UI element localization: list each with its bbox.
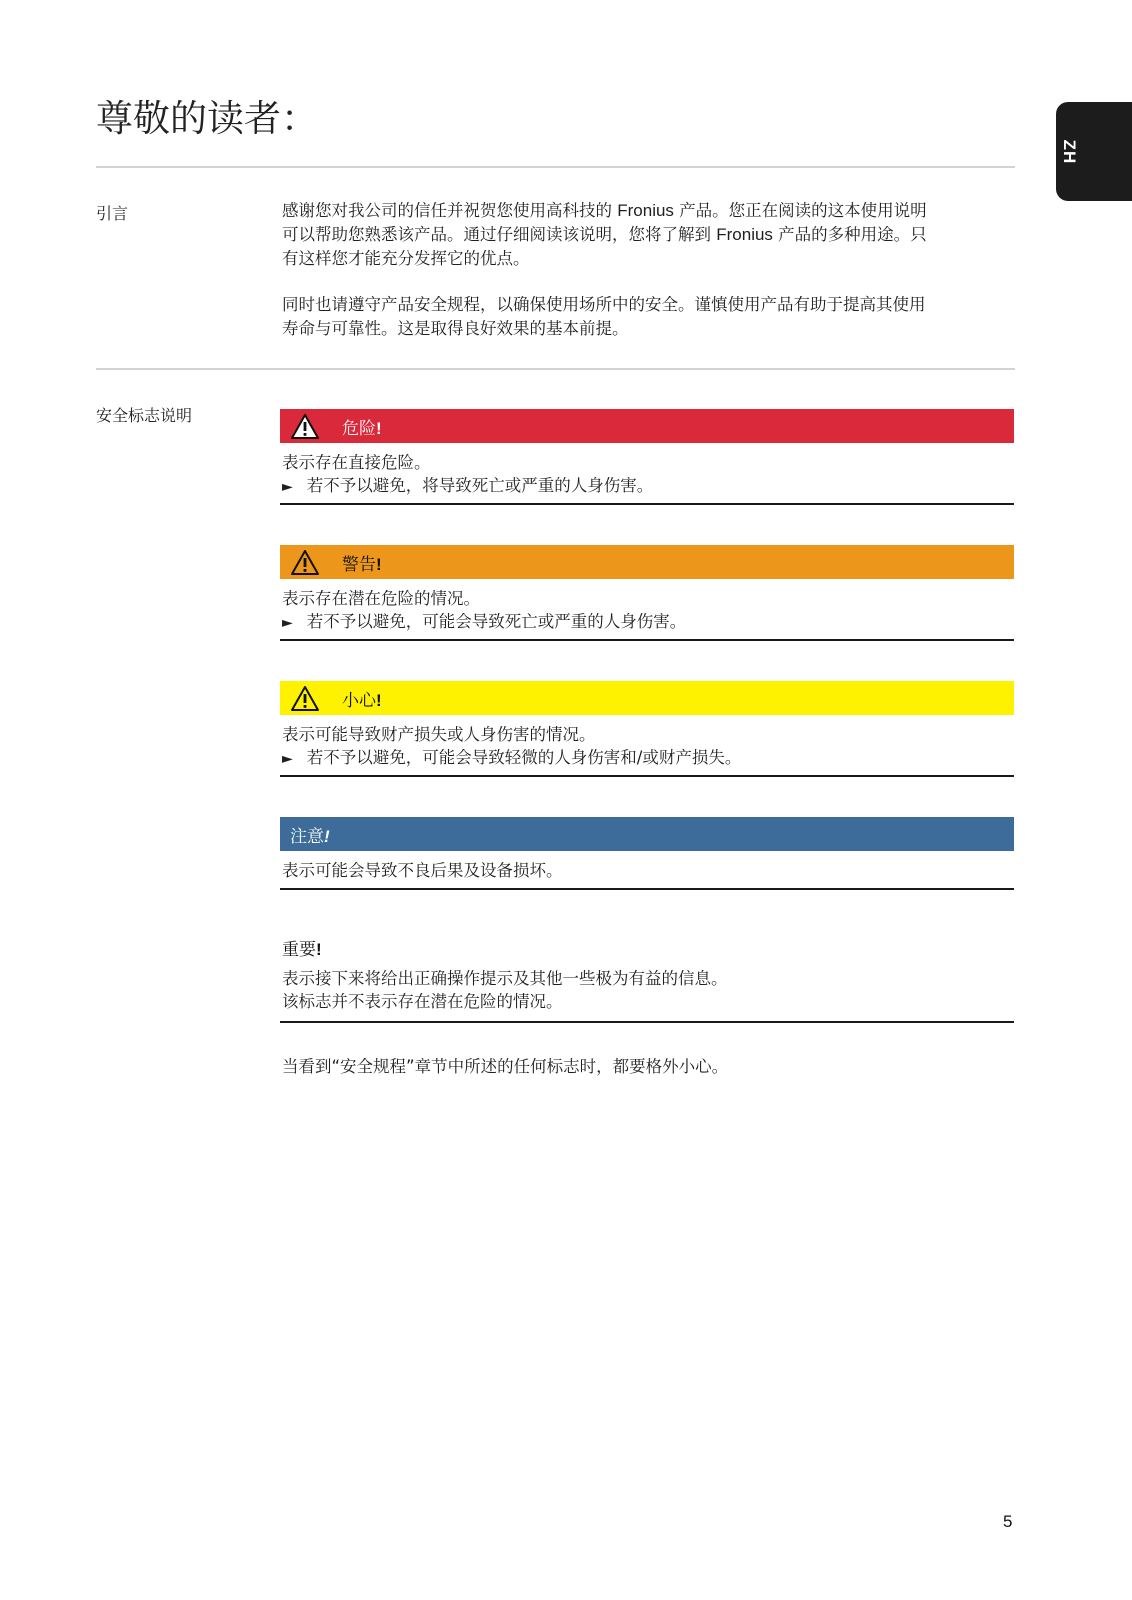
page-title: 尊敬的读者：	[96, 97, 318, 140]
caution-label: 小心!	[342, 690, 382, 711]
warning-description	[282, 587, 686, 635]
intro-paragraph-2-end: 寿命与可靠性。这是取得良好效果的基本前提。	[282, 319, 629, 338]
divider	[280, 1021, 1014, 1023]
bullet-arrow-icon: ►	[282, 615, 293, 631]
divider	[280, 888, 1014, 890]
warning-line-1: 表示存在潜在危险的情况。	[282, 589, 480, 608]
divider	[280, 639, 1014, 641]
important-description	[282, 967, 728, 1013]
intro-paragraph-2: 同时也请遵守产品安全规程，以确保使用场所中的安全。谨慎使用产品有助于提高其使用	[282, 295, 926, 314]
danger-banner	[280, 409, 1014, 443]
important-label: 重要!	[282, 940, 322, 960]
important-line-1: 表示接下来将给出正确操作提示及其他一些极为有益的信息。	[282, 969, 728, 988]
danger-description	[282, 451, 653, 499]
warning-triangle-icon	[290, 684, 320, 712]
warning-triangle-icon	[290, 548, 320, 576]
warning-triangle-icon	[290, 412, 320, 440]
caution-description	[282, 723, 741, 771]
intro-text	[282, 199, 1012, 341]
divider	[280, 503, 1014, 505]
intro-paragraph-1: 感谢您对我公司的信任并祝贺您使用高科技的 Fronius 产品。您正在阅读的这本使用说明	[282, 201, 927, 220]
danger-line-1: 表示存在直接危险。	[282, 453, 431, 472]
bullet-arrow-icon: ►	[282, 479, 293, 495]
notice-line-1: 表示可能会导致不良后果及设备损坏。	[282, 861, 563, 880]
intro-label: 引言	[96, 204, 129, 223]
notice-banner	[280, 817, 1014, 851]
divider	[280, 775, 1014, 777]
divider	[96, 166, 1015, 168]
danger-line-2: ► 若不予以避免，将导致死亡或严重的人身伤害。	[282, 476, 654, 495]
closing-note: 当看到“安全规程”章节中所述的任何标志时，都要格外小心。	[282, 1057, 729, 1076]
warning-line-2: ► 若不予以避免，可能会导致死亡或严重的人身伤害。	[282, 612, 687, 631]
caution-line-1: 表示可能导致财产损失或人身伤害的情况。	[282, 725, 596, 744]
danger-label: 危险!	[342, 418, 382, 439]
notice-label: 注意!	[290, 826, 330, 847]
language-tab-label: ZH	[1060, 139, 1079, 165]
caution-line-2: ► 若不予以避免，可能会导致轻微的人身伤害和/或财产损失。	[282, 748, 742, 767]
safety-label: 安全标志说明	[96, 406, 193, 425]
important-line-2: 该标志并不表示存在潜在危险的情况。	[282, 992, 563, 1011]
bullet-arrow-icon: ►	[282, 751, 293, 767]
divider	[96, 368, 1015, 370]
page-number: 5	[1003, 1512, 1013, 1531]
warning-banner	[280, 545, 1014, 579]
caution-banner	[280, 681, 1014, 715]
intro-paragraph-1-cont: 可以帮助您熟悉该产品。通过仔细阅读该说明，您将了解到 Fronius 产品的多种用途。只	[282, 225, 927, 244]
intro-paragraph-1-end: 有这样您才能充分发挥它的优点。	[282, 249, 530, 268]
notice-description	[282, 859, 563, 882]
warning-label: 警告!	[342, 554, 382, 575]
